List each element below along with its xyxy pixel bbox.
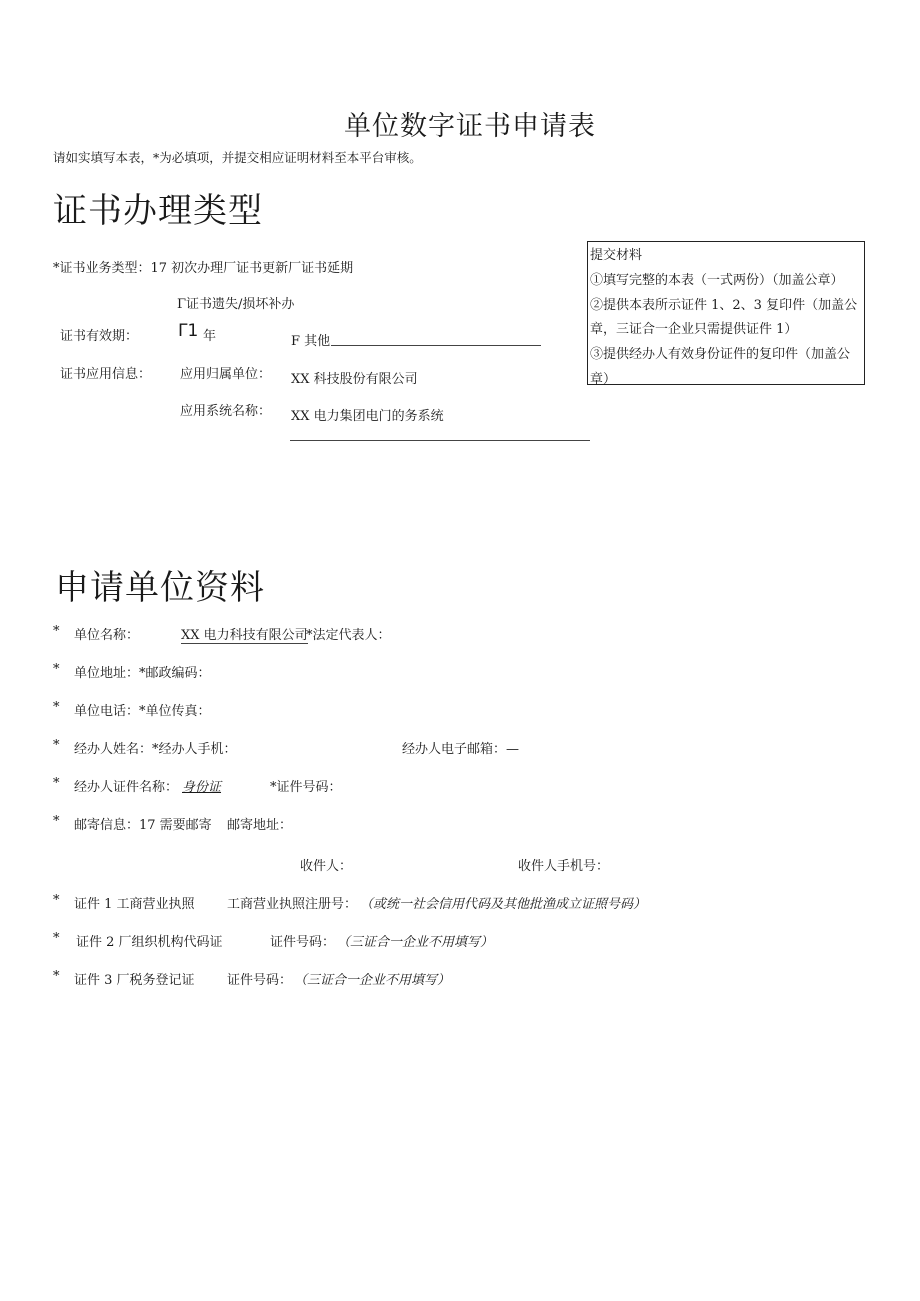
other-input-line[interactable] bbox=[331, 345, 541, 346]
page-title: 单位数字证书申请表 bbox=[344, 111, 596, 142]
required-star: * bbox=[53, 738, 60, 753]
required-star: * bbox=[53, 931, 60, 946]
handler-email-label: 经办人电子邮箱：— bbox=[402, 742, 520, 757]
materials-box bbox=[587, 241, 865, 385]
other-option[interactable]: F 其他 bbox=[291, 334, 331, 349]
system-underline bbox=[290, 440, 590, 441]
unit-value[interactable]: XX 科技股份有限公司 bbox=[291, 372, 418, 387]
system-label: 应用系统名称： bbox=[180, 404, 272, 419]
recipient-phone-label: 收件人手机号： bbox=[518, 859, 610, 874]
cert2-number-label: 证件号码： bbox=[270, 935, 336, 950]
cert1-number-label: 工商营业执照注册号： bbox=[227, 897, 358, 912]
required-star: * bbox=[53, 700, 60, 715]
lost-reissue-option[interactable]: Γ证书遗失/损坏补办 bbox=[177, 297, 295, 312]
unit-name-label: 单位名称： bbox=[74, 628, 140, 643]
materials-line-1: ①填写完整的本表（一式两份）（加盖公章） bbox=[590, 273, 844, 288]
unit-label: 应用归属单位： bbox=[180, 367, 272, 382]
id-name-value[interactable]: 身份证 bbox=[182, 780, 222, 795]
validity-value[interactable]: Γ1 bbox=[178, 321, 199, 341]
handler-name-phone-label: 经办人姓名：*经办人手机： bbox=[74, 742, 237, 757]
section-heading-cert-type: 证书办理类型 bbox=[53, 191, 263, 231]
id-name-label: 经办人证件名称： bbox=[74, 780, 179, 795]
cert3-number-label: 证件号码： bbox=[227, 973, 293, 988]
required-star: * bbox=[53, 776, 60, 791]
legal-rep-label: *法定代表人： bbox=[306, 628, 391, 643]
cert3-label[interactable]: 证件 3 厂税务登记证 bbox=[74, 973, 195, 988]
mail-address-label: 邮寄地址： bbox=[227, 818, 293, 833]
validity-label: 证书有效期： bbox=[60, 329, 139, 344]
required-star: * bbox=[53, 662, 60, 677]
mail-required-option[interactable]: 邮寄信息：17 需要邮寄 bbox=[74, 818, 212, 833]
section-heading-applicant: 申请单位资料 bbox=[55, 568, 265, 608]
required-star: * bbox=[53, 814, 60, 829]
id-number-label: *证件号码： bbox=[270, 780, 342, 795]
phone-fax-label: 单位电话：*单位传真： bbox=[74, 704, 211, 719]
cert2-label[interactable]: 证件 2 厂组织机构代码证 bbox=[76, 935, 223, 950]
materials-line-2b: 章，三证合一企业只需提供证件 1） bbox=[590, 322, 798, 337]
unit-name-value[interactable]: XX 电力科技有限公司 bbox=[181, 624, 308, 644]
required-star: * bbox=[53, 969, 60, 984]
business-type-options[interactable]: *证书业务类型：17 初次办理厂证书更新厂证书延期 bbox=[53, 261, 354, 276]
address-postcode-label: 单位地址：*邮政编码： bbox=[74, 666, 211, 681]
required-star: * bbox=[53, 893, 60, 908]
materials-line-3a: ③提供经办人有效身份证件的复印件（加盖公 bbox=[590, 347, 851, 362]
app-info-label: 证书应用信息： bbox=[60, 367, 152, 382]
materials-line-3b: 章） bbox=[590, 372, 617, 387]
required-star: * bbox=[53, 624, 60, 639]
system-value[interactable]: XX 电力集团电门的务系统 bbox=[291, 409, 444, 424]
materials-line-2a: ②提供本表所示证件 1、2、3 复印件（加盖公 bbox=[590, 298, 858, 313]
instruction-text: 请如实填写本表，*为必填项，并提交相应证明材料至本平台审核。 bbox=[53, 150, 422, 165]
materials-title: 提交材料 bbox=[590, 248, 643, 263]
cert3-hint: （三证合一企业不用填写） bbox=[294, 973, 451, 988]
cert1-hint: （或统一社会信用代码及其他批渔成立证照号码） bbox=[360, 897, 647, 912]
cert2-hint: （三证合一企业不用填写） bbox=[337, 935, 494, 950]
cert1-label: 证件 1 工商营业执照 bbox=[74, 897, 195, 912]
recipient-label: 收件人： bbox=[300, 859, 353, 874]
validity-unit: 年 bbox=[203, 329, 217, 344]
